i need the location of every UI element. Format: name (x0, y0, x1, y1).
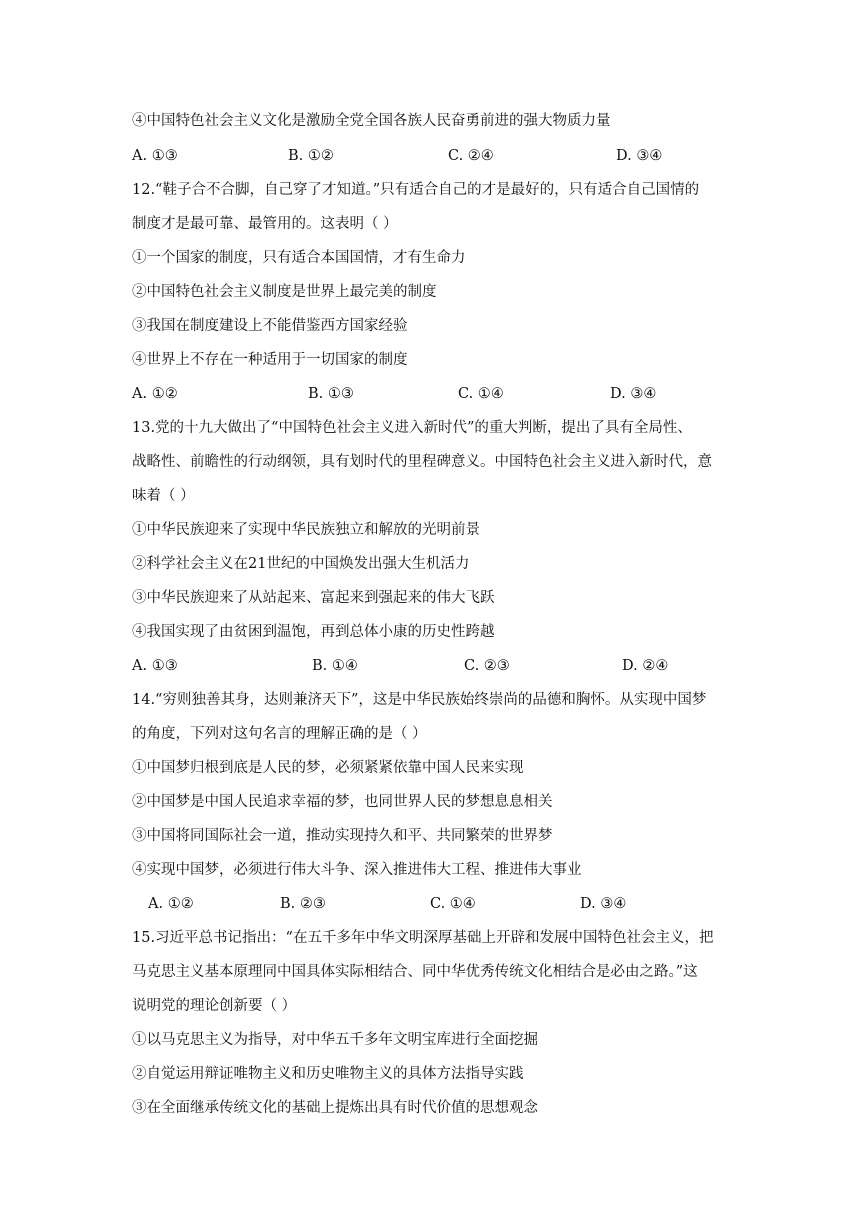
q12-stem-line-1: 12.“鞋子合不合脚，自己穿了才知道。”只有适合自己的才是最好的，只有适合自己国情的 (132, 182, 700, 198)
q12-option-b: B. ①③ (308, 386, 354, 402)
q14-stem-line-1: 14.“穷则独善其身，达则兼济天下”，这是中华民族始终崇尚的品德和胸怀。从实现中国梦 (132, 692, 707, 708)
q14-option-b: B. ②③ (280, 896, 326, 912)
q13-statement-2: ②科学社会主义在21世纪的中国焕发出强大生机活力 (132, 556, 470, 572)
q11-option-b: B. ①② (288, 148, 334, 164)
q13-statement-1: ①中华民族迎来了实现中华民族独立和解放的光明前景 (132, 522, 480, 538)
q12-statement-4: ④世界上不存在一种适用于一切国家的制度 (132, 352, 408, 368)
q12-stem-line-2: 制度才是最可靠、最管用的。这表明（ ） (132, 216, 398, 232)
q12-statement-2: ②中国特色社会主义制度是世界上最完美的制度 (132, 284, 437, 300)
q12-option-d: D. ③④ (610, 386, 657, 402)
q15-stem-line-2: 马克思主义基本原理同中国具体实际相结合、同中华优秀传统文化相结合是必由之路。”这 (132, 964, 698, 980)
q13-stem-line-2: 战略性、前瞻性的行动纲领，具有划时代的里程碑意义。中国特色社会主义进入新时代，意 (132, 454, 712, 470)
q13-stem-line-3: 味着（ ） (132, 488, 195, 504)
q11-statement-4: ④中国特色社会主义文化是激励全党全国各族人民奋勇前进的强大物质力量 (132, 113, 611, 129)
q12-option-a: A. ①② (132, 386, 178, 402)
q11-option-c: C. ②④ (448, 148, 494, 164)
q13-option-d: D. ②④ (622, 658, 669, 674)
q14-option-a: A. ①② (148, 896, 194, 912)
q12-option-c: C. ①④ (458, 386, 504, 402)
q13-option-a: A. ①③ (132, 658, 178, 674)
q11-option-d: D. ③④ (616, 148, 663, 164)
q13-statement-4: ④我国实现了由贫困到温饱，再到总体小康的历史性跨越 (132, 624, 495, 640)
q14-stem-line-2: 的角度，下列对这句名言的理解正确的是（ ） (132, 726, 427, 742)
q12-statement-1: ①一个国家的制度，只有适合本国国情，才有生命力 (132, 250, 466, 266)
q15-statement-1: ①以马克思主义为指导，对中华五千多年文明宝库进行全面挖掘 (132, 1032, 538, 1048)
q14-statement-4: ④实现中国梦，必须进行伟大斗争、深入推进伟大工程、推进伟大事业 (132, 862, 582, 878)
q15-stem-line-3: 说明党的理论创新要（ ） (132, 998, 297, 1014)
q15-statement-3: ③在全面继承传统文化的基础上提炼出具有时代价值的思想观念 (132, 1100, 538, 1116)
q14-statement-1: ①中国梦归根到底是人民的梦，必须紧紧依靠中国人民来实现 (132, 760, 524, 776)
q14-option-d: D. ③④ (580, 896, 627, 912)
q15-statement-2: ②自觉运用辩证唯物主义和历史唯物主义的具体方法指导实践 (132, 1066, 524, 1082)
q15-stem-line-1: 15.习近平总书记指出：“在五千多年中华文明深厚基础上开辟和发展中国特色社会主义，把 (132, 930, 714, 946)
q13-statement-3: ③中华民族迎来了从站起来、富起来到强起来的伟大飞跃 (132, 590, 495, 606)
q14-option-c: C. ①④ (430, 896, 476, 912)
q14-statement-2: ②中国梦是中国人民追求幸福的梦，也同世界人民的梦想息息相关 (132, 794, 553, 810)
q13-option-c: C. ②③ (464, 658, 510, 674)
q13-stem-line-1: 13.党的十九大做出了“中国特色社会主义进入新时代”的重大判断，提出了具有全局性、 (132, 420, 692, 436)
q13-option-b: B. ①④ (312, 658, 358, 674)
q12-statement-3: ③我国在制度建设上不能借鉴西方国家经验 (132, 318, 408, 334)
q11-option-a: A. ①③ (132, 148, 178, 164)
q14-statement-3: ③中国将同国际社会一道，推动实现持久和平、共同繁荣的世界梦 (132, 828, 553, 844)
